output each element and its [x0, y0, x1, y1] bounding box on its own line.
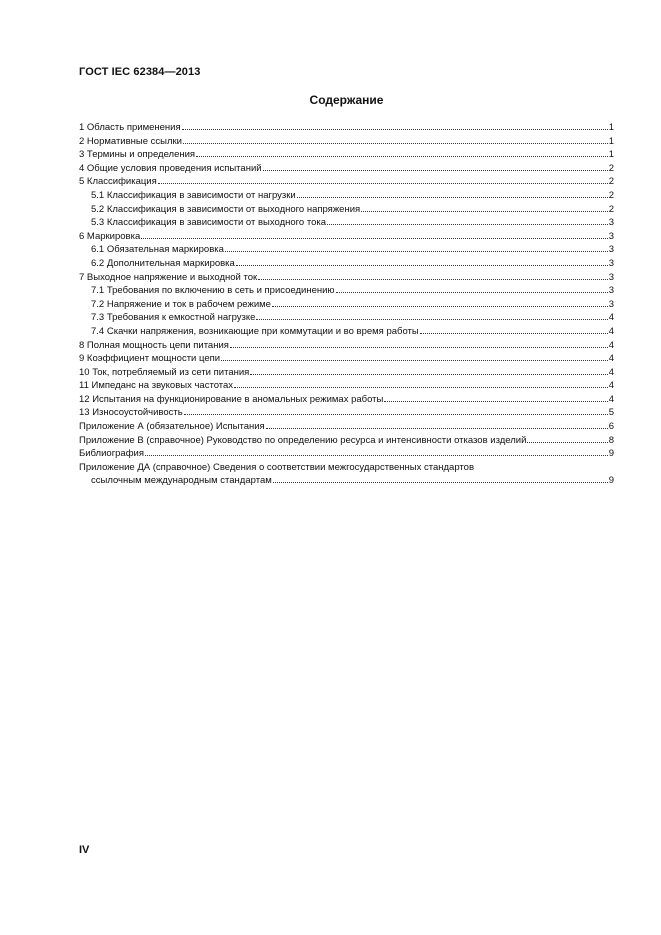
toc-entry[interactable]	[79, 393, 614, 407]
toc-entry[interactable]	[79, 148, 614, 162]
toc-entry-page: 1	[608, 149, 614, 161]
toc-entry-title: 4 Общие условия проведения испытаний	[79, 162, 262, 174]
toc-entry-title: 6.2 Дополнительная маркировка	[91, 257, 235, 269]
toc-entry-page: 2	[608, 162, 614, 174]
toc-entry[interactable]	[79, 339, 614, 353]
toc-entry-title: Библиография	[79, 448, 144, 460]
toc-entry-page: 4	[608, 393, 614, 405]
toc-entry-page: 3	[608, 285, 614, 297]
toc-entry-title-continued: ссылочным международным стандартам	[91, 475, 272, 487]
page-title: Содержание	[309, 93, 384, 107]
toc-entry-page: 4	[608, 366, 614, 378]
dot-leader	[145, 455, 608, 456]
toc-entry[interactable]	[79, 243, 614, 257]
toc-entry[interactable]	[79, 352, 614, 366]
toc-entry-page: 9	[608, 448, 614, 460]
toc-entry-page: 3	[608, 271, 614, 283]
dot-leader	[182, 129, 608, 130]
toc-entry[interactable]	[79, 420, 614, 434]
toc-entry-page: 4	[608, 353, 614, 365]
toc-entry[interactable]	[79, 447, 614, 461]
dot-leader	[258, 279, 608, 280]
toc-entry-title: 12 Испытания на функционирование в аномальных режимах работы	[79, 393, 384, 405]
toc-entry-continuation[interactable]	[79, 474, 614, 488]
toc-entry[interactable]	[79, 366, 614, 380]
dot-leader	[263, 170, 608, 171]
toc-entry-title: 5.3 Классификация в зависимости от выходного тока	[91, 217, 326, 229]
dot-leader	[272, 306, 608, 307]
dot-leader	[327, 224, 608, 225]
dot-leader	[384, 401, 607, 402]
toc-entry-title: 7 Выходное напряжение и выходной ток	[79, 271, 258, 283]
toc-entry-title: 5 Классификация	[79, 176, 157, 188]
toc-entry-page: 9	[608, 475, 614, 487]
toc-entry-title: 7.4 Скачки напряжения, возникающие при коммутации и во время работы	[91, 325, 419, 337]
dot-leader	[266, 428, 608, 429]
toc-entry-page: 4	[608, 339, 614, 351]
toc-entry[interactable]	[79, 379, 614, 393]
toc-entry-page: 1	[608, 122, 614, 133]
toc-entry[interactable]	[79, 175, 614, 189]
dot-leader	[234, 387, 608, 388]
toc-entry-title: 6.1 Обязательная маркировка	[91, 244, 224, 256]
toc-entry-page: 2	[608, 176, 614, 188]
toc-entry-title: 1 Область применения	[79, 122, 181, 133]
dot-leader	[196, 156, 608, 157]
dot-leader	[527, 442, 607, 443]
toc-entry-page: 4	[608, 380, 614, 392]
dot-leader	[256, 319, 607, 320]
toc-entry[interactable]	[79, 121, 614, 135]
toc-entry-page: 5	[608, 407, 614, 419]
toc-entry[interactable]	[79, 284, 614, 298]
toc-entry-page: 3	[608, 244, 614, 256]
toc-entry-page: 1	[608, 135, 614, 147]
toc-entry-page: 4	[608, 312, 614, 324]
toc-entry-title: 10 Ток, потребляемый из сети питания	[79, 366, 250, 378]
toc-entry-title: 6 Маркировка	[79, 230, 141, 242]
table-of-contents	[79, 121, 614, 488]
toc-entry[interactable]	[79, 271, 614, 285]
toc-entry-page: 4	[608, 325, 614, 337]
toc-entry[interactable]	[79, 257, 614, 271]
dot-leader	[183, 143, 608, 144]
toc-entry[interactable]	[79, 203, 614, 217]
dot-leader	[297, 197, 608, 198]
dot-leader	[141, 238, 607, 239]
toc-entry-page: 2	[608, 189, 614, 201]
toc-entry-title: 8 Полная мощность цепи питания	[79, 339, 229, 351]
toc-entry-title: 13 Износоустойчивость	[79, 407, 183, 419]
toc-entry[interactable]	[79, 325, 614, 339]
dot-leader	[221, 360, 608, 361]
toc-entry-title: 7.2 Напряжение и ток в рабочем режиме	[91, 298, 271, 310]
toc-entry-title: 2 Нормативные ссылки	[79, 135, 182, 147]
dot-leader	[158, 183, 608, 184]
toc-entry[interactable]	[79, 135, 614, 149]
dot-leader	[420, 333, 608, 334]
toc-entry-title: Приложение А (обязательное) Испытания	[79, 421, 265, 433]
document-header: ГОСТ IEC 62384—2013	[79, 66, 201, 78]
toc-entry-multiline[interactable]	[79, 461, 614, 475]
dot-leader	[225, 251, 608, 252]
dot-leader	[336, 292, 608, 293]
toc-entry-page: 3	[608, 217, 614, 229]
toc-entry-page: 8	[608, 434, 614, 446]
dot-leader	[230, 347, 608, 348]
toc-entry-title: Приложение В (справочное) Руководство по определению ресурса и интенсивности отказов изделий	[79, 434, 527, 446]
toc-entry-page: 2	[608, 203, 614, 215]
toc-entry[interactable]	[79, 189, 614, 203]
toc-entry-title: 7.1 Требования по включению в сеть и присоединению	[91, 285, 335, 297]
toc-entry[interactable]	[79, 434, 614, 448]
toc-entry-title: 11 Импеданс на звуковых частотах	[79, 380, 234, 392]
toc-entry[interactable]	[79, 298, 614, 312]
toc-entry-page: 3	[608, 257, 614, 269]
dot-leader	[184, 414, 608, 415]
toc-entry[interactable]	[79, 216, 614, 230]
dot-leader	[236, 265, 608, 266]
toc-entry[interactable]	[79, 406, 614, 420]
toc-entry-title: 5.2 Классификация в зависимости от выходного напряжения	[91, 203, 361, 215]
toc-entry-title: 9 Коэффициент мощности цепи	[79, 353, 221, 365]
toc-entry-page: 3	[608, 298, 614, 310]
toc-entry-title: Приложение ДА (справочное) Сведения о соответствии межгосударственных стандартов	[79, 461, 474, 473]
toc-entry[interactable]	[79, 311, 614, 325]
dot-leader	[250, 374, 607, 375]
page-number: IV	[79, 844, 90, 856]
toc-entry[interactable]	[79, 162, 614, 176]
toc-entry-title: 3 Термины и определения	[79, 149, 196, 161]
toc-entry[interactable]	[79, 230, 614, 244]
toc-entry-title: 5.1 Классификация в зависимости от нагрузки	[91, 189, 296, 201]
dot-leader	[361, 211, 608, 212]
dot-leader	[273, 482, 608, 483]
toc-entry-page: 3	[608, 230, 614, 242]
toc-entry-title: 7.3 Требования к емкостной нагрузке	[91, 312, 256, 324]
toc-entry-page: 6	[608, 421, 614, 433]
